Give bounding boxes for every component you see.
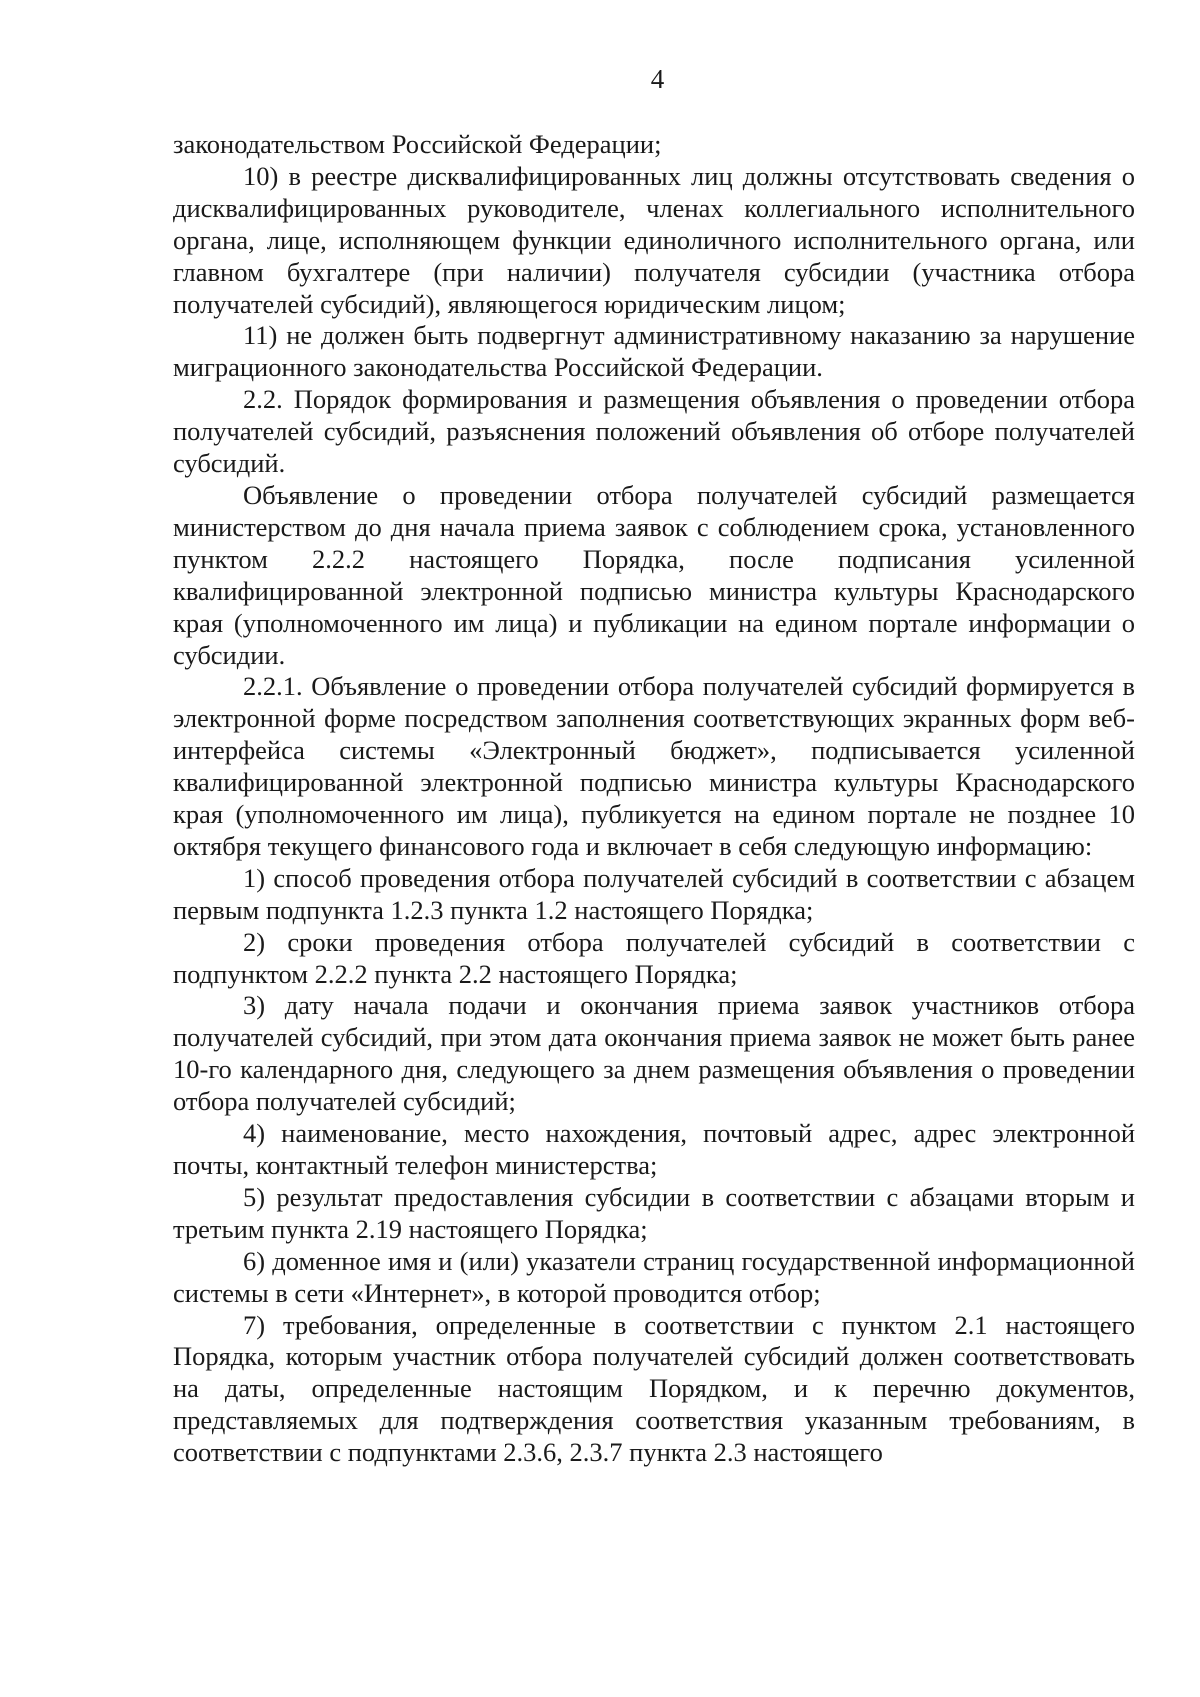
paragraph-item-10: 10) в реестре дисквалифицированных лиц должны отсутствовать сведения о дисквалифицированных руководителе, членах коллегиального исполнительного органа, лице, исполняющем функции единоличного исполнительного органа, или главном бухгалтере (при наличии) получателя субсидии (участника отбора получателей субсидий), являющегося юридическим лицом; [173,160,1135,319]
paragraph-announcement-placement: Объявление о проведении отбора получателей субсидий размещается министерством до дня начала приема заявок с соблюдением срока, установленного пунктом 2.2.2 настоящего Порядка, после подписания усиленной квалифицированной электронной подписью министра культуры Краснодарского края (уполномоченного им лица) и публикации на едином портале информации о субсидии. [173,479,1135,670]
page-number: 4 [650,64,665,94]
paragraph-item-11: 11) не должен быть подвергнут административному наказанию за нарушение миграционного законодательства Российской Федерации. [173,320,1135,383]
paragraph-list-item-1: 1) способ проведения отбора получателей субсидий в соответствии с абзацем первым подпункта 1.2.3 пункта 1.2 настоящего Порядка; [173,862,1135,925]
paragraph-list-item-2: 2) сроки проведения отбора получателей субсидий в соответствии с подпунктом 2.2.2 пункта 2.2 настоящего Порядка; [173,926,1135,989]
paragraph-list-item-7: 7) требования, определенные в соответствии с пунктом 2.1 настоящего Порядка, которым участник отбора получателей субсидий должен соответствовать на даты, определенные настоящим Порядком, и к перечню документов, представляемых для подтверждения соответствия указанным требованиям, в соответствии с подпунктами 2.3.6, 2.3.7 пункта 2.3 настоящего [173,1309,1135,1468]
paragraph-section-2-2-1: 2.2.1. Объявление о проведении отбора получателей субсидий формируется в электронной форме посредством заполнения соответствующих экранных форм веб-интерфейса системы «Электронный бюджет», подписывается усиленной квалифицированной электронной подписью министра культуры Краснодарского края (уполномоченного им лица), публикуется на едином портале не позднее 10 октября текущего финансового года и включает в себя следующую информацию: [173,671,1135,861]
paragraph-section-2-2: 2.2. Порядок формирования и размещения объявления о проведении отбора получателей субсидий, разъяснения положений объявления об отборе получателей субсидий. [173,384,1135,479]
paragraph-list-item-4: 4) наименование, место нахождения, почтовый адрес, адрес электронной почты, контактный телефон министерства; [173,1118,1135,1180]
paragraph-continuation: законодательством Российской Федерации; [173,129,662,159]
paragraph-list-item-6: 6) доменное имя и (или) указатели страниц государственной информационной системы в сети «Интернет», в которой проводится отбор; [173,1245,1135,1308]
document-body [173,129,1135,1469]
paragraph-list-item-5: 5) результат предоставления субсидии в соответствии с абзацами вторым и третьим пункта 2.19 настоящего Порядка; [173,1181,1135,1244]
paragraph-list-item-3: 3) дату начала подачи и окончания приема заявок участников отбора получателей субсидий, при этом дата окончания приема заявок не может быть ранее 10-го календарного дня, следующего за днем размещения объявления о проведении отбора получателей субсидий; [173,990,1135,1117]
